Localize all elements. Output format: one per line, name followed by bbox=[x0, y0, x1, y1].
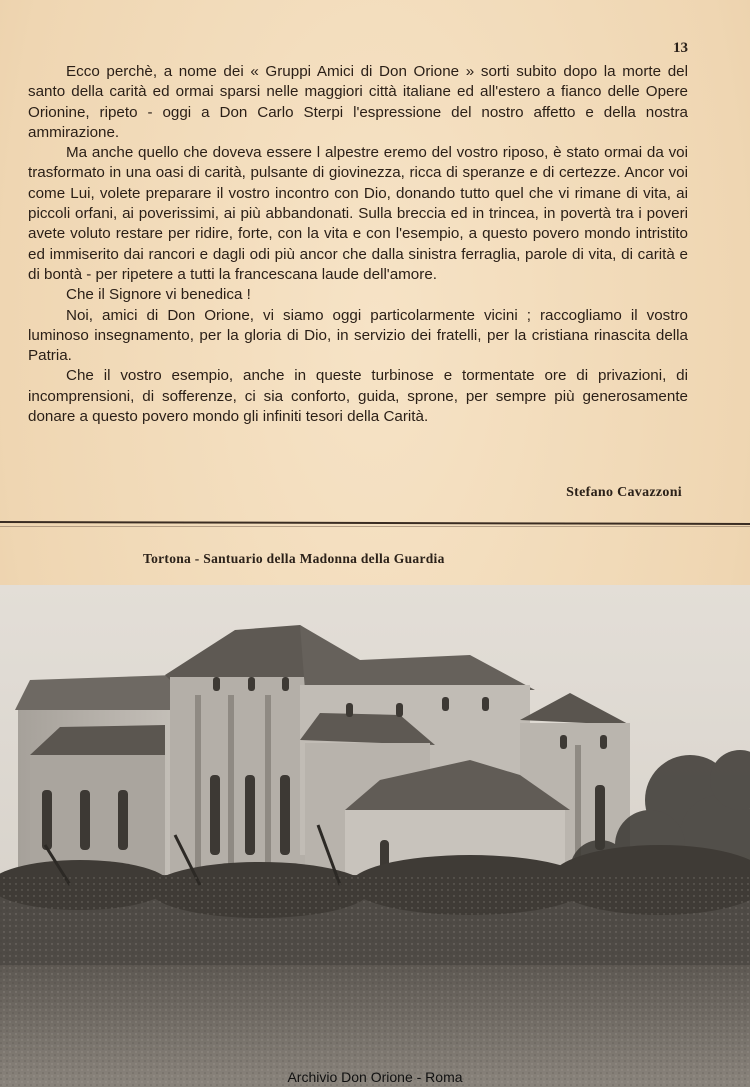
divider-rule-shadow bbox=[0, 526, 750, 527]
article-paragraph: Che il vostro esempio, anche in queste turbinose e tormentate ore di privazioni, di incomprensioni, di sofferenze, ci sia conforto, guida, sprone, per sempre più generosamente donare a questo povero mondo gli infiniti tesori della Carità. bbox=[28, 367, 688, 426]
article-paragraph: Noi, amici di Don Orione, vi siamo oggi particolarmente vicini ; raccogliamo il vostro luminoso insegnamento, per la gloria di Dio, in servizio dei fratelli, per la cristiana rinascita della Patria. bbox=[28, 306, 688, 365]
article-paragraph: Che il Signore vi benedica ! bbox=[66, 286, 251, 304]
photo-caption: Tortona - Santuario della Madonna della Guardia bbox=[143, 551, 445, 566]
article-body bbox=[28, 62, 688, 427]
archive-watermark: Archivio Don Orione - Roma bbox=[287, 1069, 463, 1085]
article-paragraph: Ma anche quello che doveva essere l alpestre eremo del vostro riposo, è stato ormai da voi trasformato in una oasi di carità, pulsante di giovinezza, ricca di speranze e di certezze. Ancor voi come Lui, volete preparare il vostro incontro con Dio, donando tutto quel che vi rimane di vita, ai piccoli orfani, ai poverissimi, ai più abbandonati. Sulla breccia ed in trincea, in povertà tra i poveri avete voluto restare per ridire, forte, con la vita e con l'esempio, a questo povero mondo intristito ed immiserito dai rancori e dagli odi più ancor che dalla sinistra ferraglia, parole di vita, di carità e di bontà - per ripetere a tutti la francescana laude dell'amore. bbox=[28, 144, 688, 283]
article-signature: Stefano Cavazzoni bbox=[566, 485, 682, 500]
page-number: 13 bbox=[673, 40, 688, 56]
article-paragraph: Ecco perchè, a nome dei « Gruppi Amici di Don Orione » sorti subito dopo la morte del santo della carità ed ormai sparsi nelle maggiori città italiane ed all'estero a fianco delle Opere Orionine, ripeto - oggi a Don Carlo Sterpi l'espressione del nostro affetto e della nostra ammirazione. bbox=[28, 63, 688, 141]
church-photograph bbox=[0, 585, 750, 1087]
divider-rule bbox=[0, 521, 750, 525]
